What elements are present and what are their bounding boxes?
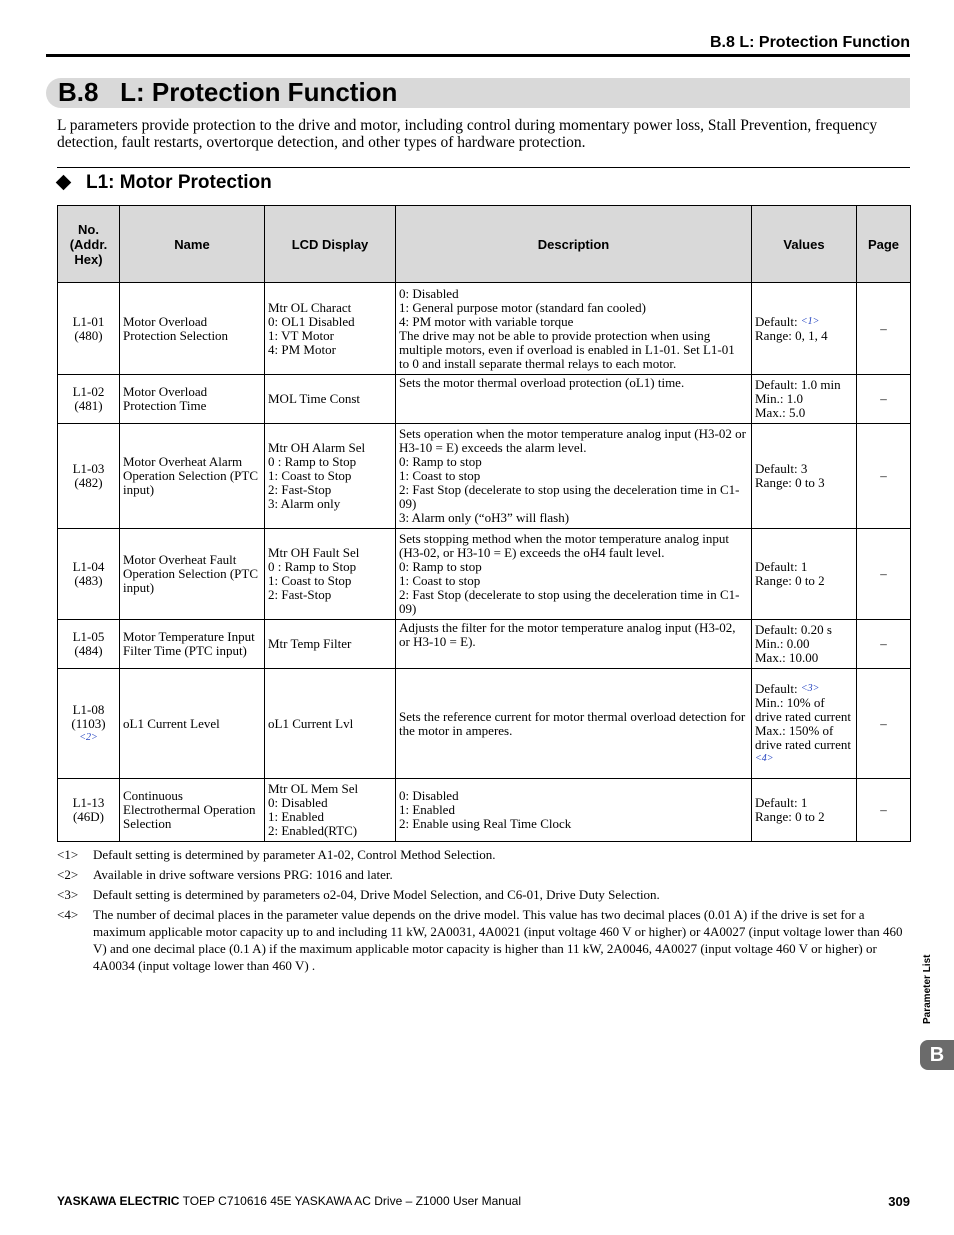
param-page: – <box>857 529 911 620</box>
param-lcd: Mtr OH Fault Sel 0 : Ramp to Stop 1: Coast to Stop 2: Fast-Stop <box>265 529 396 620</box>
param-name: Motor Overload Protection Selection <box>120 283 265 375</box>
param-values: Default: $^{<3>}$ Min.: 10% of drive rated current Max.: 150% of drive rated current $^{<4>}$ <box>752 669 857 779</box>
param-lcd: Mtr OL Charact 0: OL1 Disabled 1: VT Motor 4: PM Motor <box>265 283 396 375</box>
param-page: – <box>857 283 911 375</box>
param-page: – <box>857 375 911 424</box>
footnote: <1> Default setting is determined by parameter A1-02, Control Method Selection. <box>57 847 496 862</box>
param-name: Motor Overheat Alarm Operation Selection (PTC input) <box>120 424 265 529</box>
header-rule <box>46 54 910 57</box>
param-no: L1-08 (1103) <2> <box>58 669 120 779</box>
param-description: Sets operation when the motor temperature analog input (H3-02 or H3-10 = E) exceeds the alarm level. 0: Ramp to stop 1: Coast to stop 2: Fast Stop (decelerate to stop using the deceleration time in C1-09) 3: Alarm only (“oH3” will flash) <box>396 424 752 529</box>
page-number: 309 <box>888 1194 910 1209</box>
param-name: oL1 Current Level <box>120 669 265 779</box>
footnotes <box>57 846 910 977</box>
footnote-link[interactable]: <4> <box>755 752 774 764</box>
col-header-page: Page <box>857 206 911 283</box>
table-header-row <box>58 206 911 283</box>
running-header: B.8 L: Protection Function <box>710 34 910 51</box>
param-no: L1-03 (482) <box>58 424 120 529</box>
section-title: B.8 L: Protection Function <box>58 77 398 107</box>
footnote: <4> The number of decimal places in the parameter value depends on the drive model. This value has two decimal places (0.01 A) if the drive is set for a maximum applicable motor capacity up to and including 11 kW, 2A0031, 4A0021 (input voltage 460 V or higher) or 4A0027 (input voltage lower than 460 V) and one decimal place (0.1 A) if the maximum applicable motor capacity is higher than 11 kW, 2A0046, 4A0027 (input voltage 460 V or higher) or 4A0034 (input voltage lower than 460 V) . <box>57 907 903 973</box>
param-name: Continuous Electrothermal Operation Selection <box>120 779 265 842</box>
param-description: Sets the reference current for motor thermal overload detection for the motor in amperes. <box>396 669 752 779</box>
param-values: Default: 0.20 s Min.: 0.00 Max.: 10.00 <box>752 620 857 669</box>
footnote: <2> Available in drive software versions PRG: 1016 and later. <box>57 867 393 882</box>
subsection-title: L1: Motor Protection <box>86 172 272 193</box>
param-lcd: Mtr OH Alarm Sel 0 : Ramp to Stop 1: Coast to Stop 2: Fast-Stop 3: Alarm only <box>265 424 396 529</box>
footer-brand: YASKAWA ELECTRIC <box>57 1194 180 1208</box>
col-header-name: Name <box>120 206 265 283</box>
param-lcd: Mtr Temp Filter <box>265 620 396 669</box>
side-section-label: Parameter List <box>922 954 933 1024</box>
param-name: Motor Overheat Fault Operation Selection (PTC input) <box>120 529 265 620</box>
param-lcd: Mtr OL Mem Sel 0: Disabled 1: Enabled 2: Enabled(RTC) <box>265 779 396 842</box>
table-row <box>58 529 911 620</box>
param-values: Default: 1.0 min Min.: 1.0 Max.: 5.0 <box>752 375 857 424</box>
param-description: Sets the motor thermal overload protection (oL1) time. <box>396 375 752 424</box>
param-no: L1-04 (483) <box>58 529 120 620</box>
param-description: 0: Disabled 1: Enabled 2: Enable using Real Time Clock <box>396 779 752 842</box>
table-row <box>58 283 911 375</box>
param-values: Default: $^{<1>}$ Range: 0, 1, 4 <box>752 283 857 375</box>
parameter-table <box>57 205 911 842</box>
table-row <box>58 669 911 779</box>
param-no: L1-02 (481) <box>58 375 120 424</box>
param-page: – <box>857 620 911 669</box>
param-page: – <box>857 669 911 779</box>
footer-text: YASKAWA ELECTRIC TOEP C710616 45E YASKAWA AC Drive – Z1000 User Manual <box>57 1194 521 1208</box>
table-row <box>58 375 911 424</box>
param-description: Sets stopping method when the motor temperature analog input (H3-02, or H3-10 = E) exceeds the oH4 fault level. 0: Ramp to stop 1: Coast to stop 2: Fast Stop (decelerate to stop using the deceleration time in C1-09) <box>396 529 752 620</box>
param-description: Adjusts the filter for the motor temperature analog input (H3-02, or H3-10 = E). <box>396 620 752 669</box>
param-page: – <box>857 779 911 842</box>
param-description: 0: Disabled 1: General purpose motor (standard fan cooled) 4: PM motor with variable torque The drive may not be able to provide protection when using multiple motors, even if overload is enabled in L1-01. Set L1-01 to 0 and install separate thermal relays to each motor. <box>396 283 752 375</box>
col-header-description: Description <box>396 206 752 283</box>
param-name: Motor Overload Protection Time <box>120 375 265 424</box>
param-values: Default: 1 Range: 0 to 2 <box>752 529 857 620</box>
col-header-lcd: LCD Display <box>265 206 396 283</box>
footnote: <3> Default setting is determined by parameters o2-04, Drive Model Selection, and C6-01, Drive Duty Selection. <box>57 887 660 902</box>
col-header-no: No. (Addr. Hex) <box>58 206 120 283</box>
col-header-values: Values <box>752 206 857 283</box>
footnote-link[interactable]: <2> <box>79 731 98 743</box>
footnote-link[interactable]: <1> <box>800 315 820 327</box>
param-no: L1-01 (480) <box>58 283 120 375</box>
table-row <box>58 620 911 669</box>
table-row <box>58 779 911 842</box>
param-lcd: MOL Time Const <box>265 375 396 424</box>
diamond-bullet-icon <box>56 175 72 191</box>
param-values: Default: 1 Range: 0 to 2 <box>752 779 857 842</box>
side-chapter-tab: B <box>920 1040 954 1070</box>
param-values: Default: 3 Range: 0 to 3 <box>752 424 857 529</box>
param-lcd: oL1 Current Lvl <box>265 669 396 779</box>
footnote-link[interactable]: <3> <box>800 682 820 694</box>
param-page: – <box>857 424 911 529</box>
subsection-rule <box>57 167 910 168</box>
param-no: L1-05 (484) <box>58 620 120 669</box>
table-row <box>58 424 911 529</box>
param-name: Motor Temperature Input Filter Time (PTC input) <box>120 620 265 669</box>
intro-paragraph: L parameters provide protection to the drive and motor, including control during momentary power loss, Stall Prevention, frequency detection, fault restarts, overtorque detection, and other types of hardware protection. <box>57 117 878 151</box>
param-no: L1-13 (46D) <box>58 779 120 842</box>
